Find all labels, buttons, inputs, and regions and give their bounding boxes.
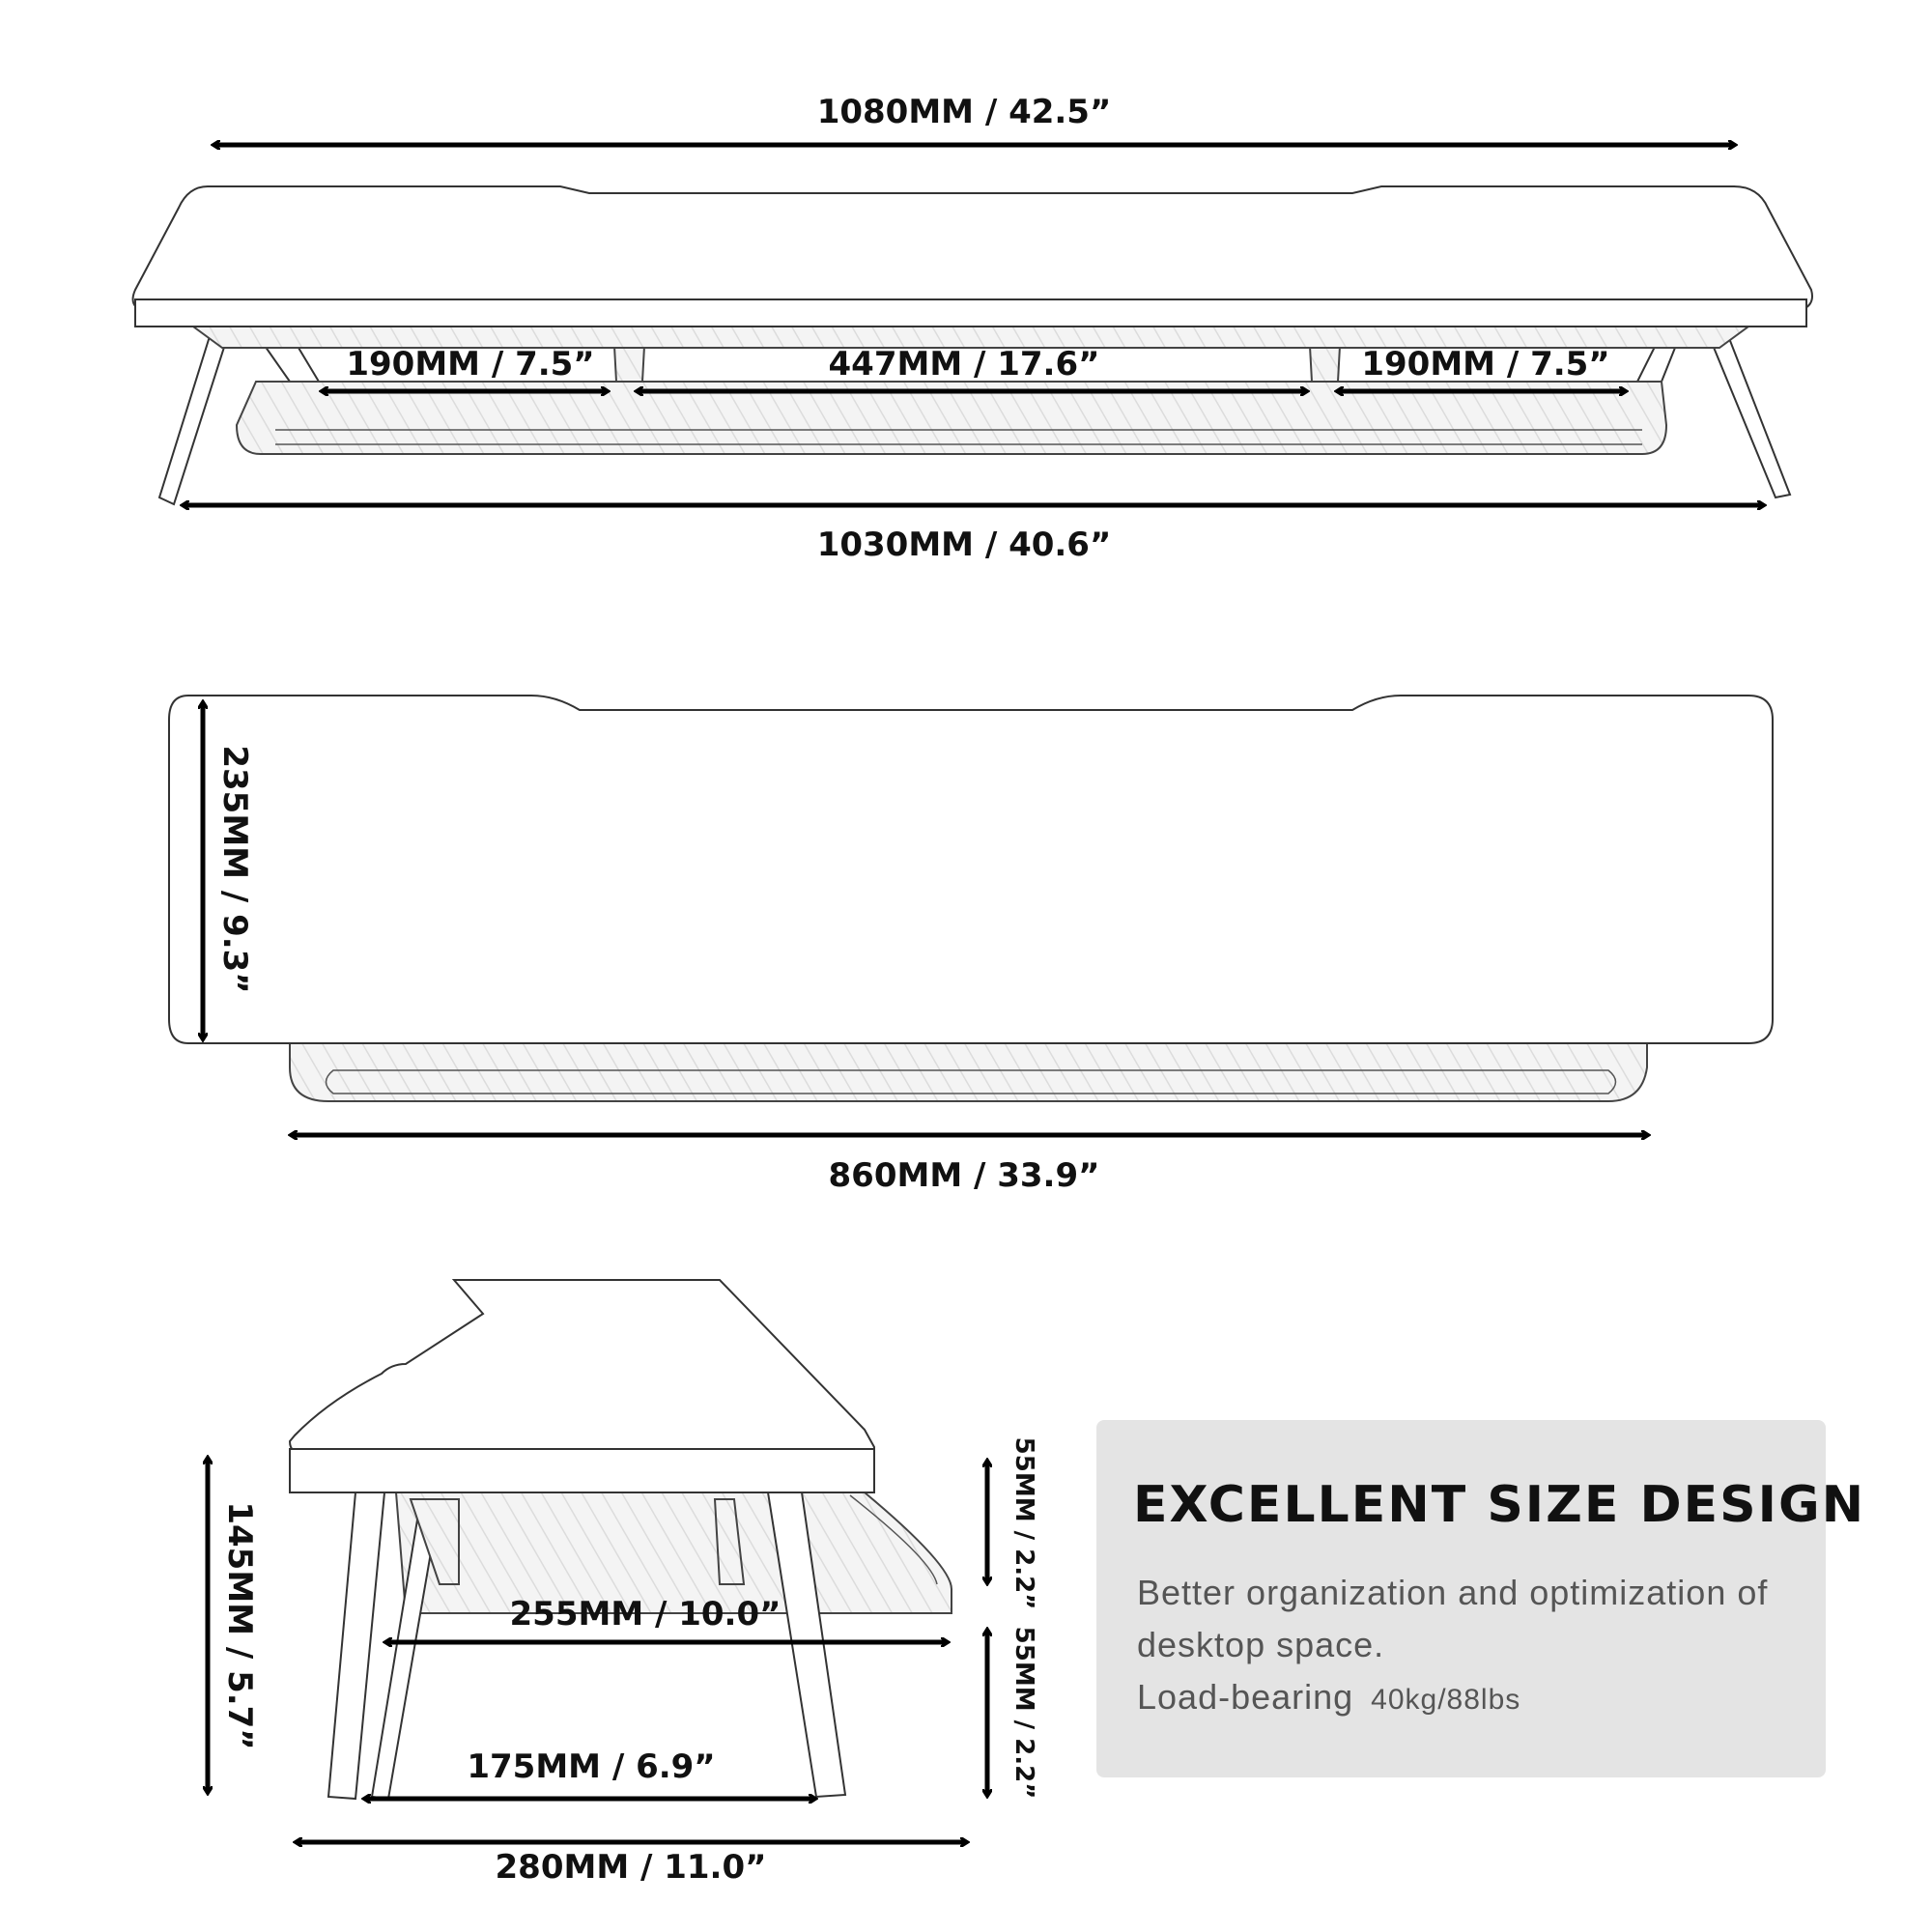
side-total-height-label: 145MM / 5.7” bbox=[220, 1501, 259, 1750]
front-overall-width-label: 1080MM / 42.5” bbox=[816, 93, 1112, 131]
top-depth-label: 235MM / 9.3” bbox=[215, 745, 254, 994]
front-leg-span-label: 1030MM / 40.6” bbox=[816, 526, 1112, 564]
load-bearing-value: 40kg/88lbs bbox=[1371, 1684, 1521, 1716]
info-panel-title: EXCELLENT SIZE DESIGN bbox=[1133, 1476, 1866, 1534]
front-middle-gap-label: 447MM / 17.6” bbox=[828, 345, 1100, 384]
info-panel-load-line bbox=[1137, 1677, 1520, 1718]
top-drawer-width-label: 860MM / 33.9” bbox=[828, 1156, 1100, 1195]
side-inner-leg-span-label: 175MM / 6.9” bbox=[467, 1747, 716, 1786]
side-upper-clearance-label: 55MM / 2.2” bbox=[1009, 1436, 1038, 1610]
load-bearing-label: Load-bearing bbox=[1137, 1677, 1354, 1717]
info-panel-line-1: Better organization and optimization of bbox=[1137, 1573, 1769, 1612]
front-right-gap-label: 190MM / 7.5” bbox=[1361, 345, 1610, 384]
side-overall-depth-label: 280MM / 11.0” bbox=[495, 1848, 767, 1887]
top-view-drawing bbox=[169, 696, 1773, 1101]
side-lower-clearance-label: 55MM / 2.2” bbox=[1009, 1626, 1038, 1800]
side-view-drawing bbox=[290, 1280, 952, 1799]
side-drawer-depth-label: 255MM / 10.0” bbox=[509, 1595, 781, 1634]
info-panel bbox=[1096, 1420, 1866, 1777]
front-left-gap-label: 190MM / 7.5” bbox=[346, 345, 595, 384]
info-panel-line-2: desktop space. bbox=[1137, 1625, 1385, 1664]
